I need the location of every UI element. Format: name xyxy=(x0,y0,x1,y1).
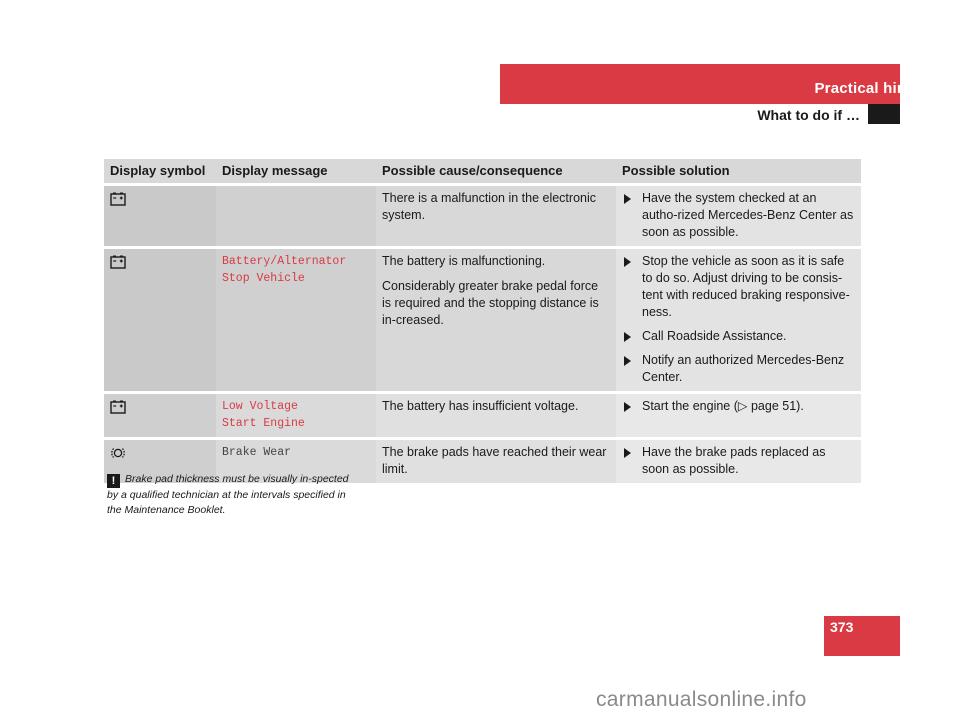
header-marker xyxy=(868,104,900,124)
arrow-right-icon xyxy=(624,194,631,204)
solution-item: Have the brake pads replaced as soon as possible. xyxy=(622,444,855,478)
message-cell xyxy=(216,391,376,437)
battery-icon xyxy=(110,192,126,211)
symbol-cell xyxy=(104,246,216,391)
solution-cell xyxy=(616,437,861,483)
cause-cell xyxy=(376,183,616,246)
section-title: Practical hints xyxy=(814,80,920,97)
footnote xyxy=(107,472,357,518)
watermark-text: carmanualsonline.info xyxy=(596,688,807,711)
table-row xyxy=(104,183,861,246)
message-cell xyxy=(216,246,376,391)
solution-item: Stop the vehicle as soon as it is safe to do so. Adjust driving to be consis-tent with reduced braking responsive-ness. xyxy=(622,253,855,321)
message-cell xyxy=(216,183,376,246)
battery-icon xyxy=(110,255,126,274)
column-header: Display message xyxy=(216,159,376,183)
solution-item: Have the system checked at an autho-rized Mercedes-Benz Center as soon as possible. xyxy=(622,190,855,241)
cause-cell xyxy=(376,391,616,437)
solution-item: Start the engine (▷ page 51). xyxy=(622,398,855,415)
cause-cell xyxy=(376,437,616,483)
solution-cell xyxy=(616,183,861,246)
solution-cell xyxy=(616,391,861,437)
solution-cell xyxy=(616,246,861,391)
section-subtitle: What to do if … xyxy=(757,107,860,123)
solution-item: Call Roadside Assistance. xyxy=(622,328,855,345)
display-message-line: Stop Vehicle xyxy=(222,272,305,285)
solution-item: Notify an authorized Mercedes-Benz Center. xyxy=(622,352,855,386)
page-number: 373 xyxy=(830,619,854,635)
cause-text: The brake pads have reached their wear limit. xyxy=(382,445,607,476)
arrow-right-icon xyxy=(624,356,631,366)
cause-text: The battery has insufficient voltage. xyxy=(382,399,579,413)
display-messages-table xyxy=(104,159,861,483)
symbol-cell xyxy=(104,391,216,437)
table-header-row xyxy=(104,159,861,183)
footnote-text: Brake pad thickness must be visually in-spected by a qualified technician at the intervals specified in the Maintenance Booklet. xyxy=(107,473,349,516)
display-message-line: Brake Wear xyxy=(222,446,292,459)
exclamation-icon: ! xyxy=(107,474,120,488)
column-header: Display symbol xyxy=(104,159,216,183)
column-header: Possible solution xyxy=(616,159,861,183)
display-message-line: Low Voltage xyxy=(222,400,298,413)
battery-icon xyxy=(110,400,126,419)
arrow-right-icon xyxy=(624,402,631,412)
table-row xyxy=(104,246,861,391)
cause-text: There is a malfunction in the electronic system. xyxy=(382,191,596,222)
column-header: Possible cause/consequence xyxy=(376,159,616,183)
symbol-cell xyxy=(104,183,216,246)
display-message-line: Battery/Alternator xyxy=(222,255,347,268)
cause-cell xyxy=(376,246,616,391)
cause-text: Considerably greater brake pedal force is required and the stopping distance is in-creased. xyxy=(382,279,599,327)
arrow-right-icon xyxy=(624,257,631,267)
arrow-right-icon xyxy=(624,448,631,458)
brake-wear-icon xyxy=(110,446,126,465)
cause-text: The battery is malfunctioning. xyxy=(382,254,546,268)
arrow-right-icon xyxy=(624,332,631,342)
table-row xyxy=(104,391,861,437)
display-message-line: Start Engine xyxy=(222,417,305,430)
